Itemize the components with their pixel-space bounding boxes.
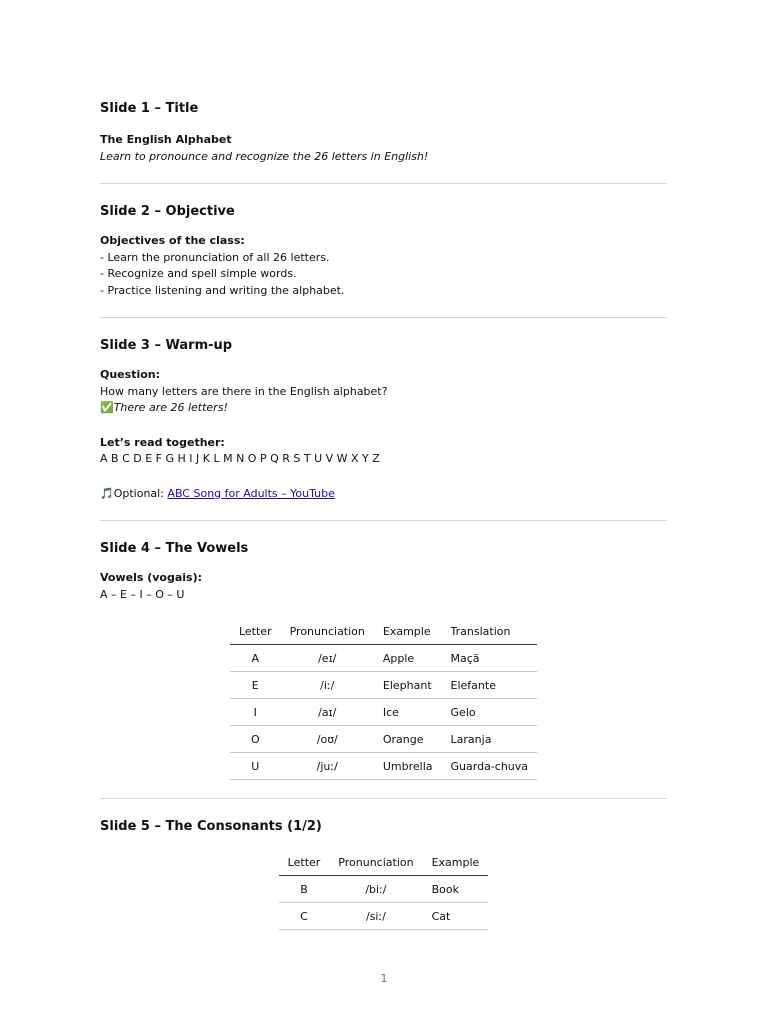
cell-example: Elephant [374,672,442,699]
objectives-label: Objectives of the class: [100,234,245,247]
table-row [279,876,489,903]
answer-line [100,400,667,417]
table-header-row [279,850,489,876]
consonants-table [279,850,489,930]
cell-letter: I [230,699,281,726]
abc-song-link[interactable]: ABC Song for Adults – YouTube [167,486,335,500]
cell-translation: Laranja [442,726,538,753]
cell-pronunciation: /aɪ/ [281,699,374,726]
question-label: Question: [100,368,161,381]
column-header: Pronunciation [281,619,374,645]
objective-item: - Practice listening and writing the alphabet. [100,283,345,297]
cell-translation: Gelo [442,699,538,726]
cell-letter: O [230,726,281,753]
alphabet-heading: The English Alphabet [100,133,232,146]
cell-translation: Elefante [442,672,538,699]
read-together-label: Let’s read together: [100,435,225,449]
table-row [230,753,537,780]
page-number: 1 [380,972,388,985]
cell-letter: B [279,876,330,903]
answer-text: There are 26 letters! [113,401,228,414]
column-header: Example [374,619,442,645]
vowels-label: Vowels (vogais): [100,571,203,584]
column-header: Pronunciation [329,850,422,876]
music-note-icon: 🎵 [100,486,114,500]
cell-pronunciation: /juː/ [281,753,374,780]
column-header: Letter [279,850,330,876]
cell-pronunciation: /eɪ/ [281,645,374,672]
cell-letter: C [279,903,330,930]
cell-pronunciation: /oʊ/ [281,726,374,753]
optional-label: Optional: [113,486,168,500]
cell-letter: E [230,672,281,699]
slide-2-title: Slide 2 – Objective [100,204,235,219]
cell-pronunciation: /siː/ [329,903,422,930]
alphabet-letters: A B C D E F G H I J K L M N O P Q R S T U V W X Y Z [100,452,380,465]
objective-item: - Learn the pronunciation of all 26 letters. [100,250,330,264]
cell-example: Cat [423,903,489,930]
slide-1-title: Slide 1 – Title [100,101,199,116]
slide-4-title: Slide 4 – The Vowels [100,541,249,556]
cell-letter: A [230,645,281,672]
cell-example: Apple [374,645,442,672]
slide-5-title: Slide 5 – The Consonants (1/2) [100,819,322,834]
vowels-list: A – E – I – O – U [100,587,185,601]
cell-pronunciation: /biː/ [329,876,422,903]
column-header: Letter [230,619,281,645]
document-page [100,100,667,930]
column-header: Translation [442,619,538,645]
cell-pronunciation: /iː/ [281,672,374,699]
table-row [279,903,489,930]
question-text: How many letters are there in the English alphabet? [100,384,388,398]
alphabet-subtitle: Learn to pronounce and recognize the 26 letters in English! [100,149,429,163]
table-header-row [230,619,537,645]
cell-example: Book [423,876,489,903]
table-row [230,672,537,699]
optional-line [100,486,667,503]
column-header: Example [423,850,489,876]
objective-item: - Recognize and spell simple words. [100,267,297,280]
slide-3-title: Slide 3 – Warm-up [100,338,233,353]
cell-letter: U [230,753,281,780]
vowels-table [230,619,537,780]
check-mark-icon: ✅ [100,401,114,414]
cell-example: Ice [374,699,442,726]
cell-example: Umbrella [374,753,442,780]
cell-example: Orange [374,726,442,753]
cell-translation: Guarda-chuva [442,753,538,780]
table-row [230,645,537,672]
table-row [230,699,537,726]
table-row [230,726,537,753]
cell-translation: Maçã [442,645,538,672]
